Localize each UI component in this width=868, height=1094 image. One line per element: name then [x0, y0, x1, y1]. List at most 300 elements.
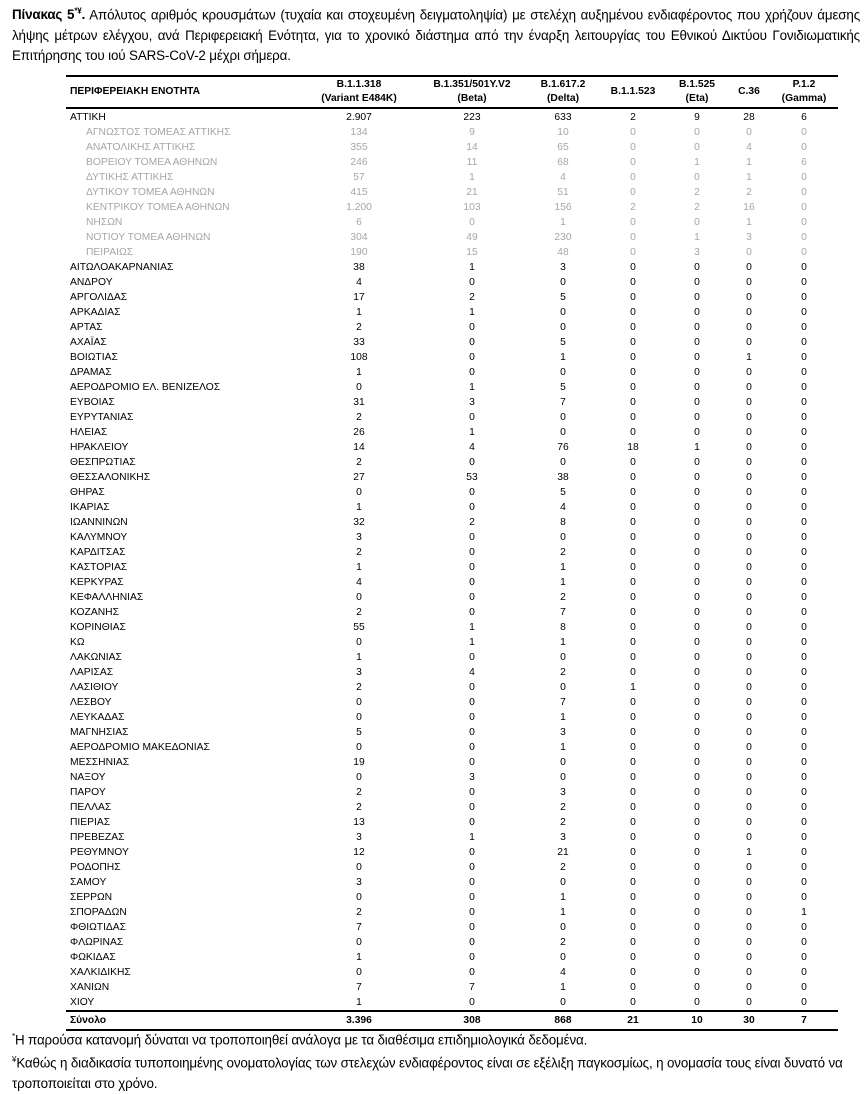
- count-cell: 18: [627, 442, 639, 453]
- count-cell: 0: [469, 697, 475, 708]
- region-name-cell: ΗΡΑΚΛΕΙΟΥ: [70, 442, 129, 453]
- count-cell: 1: [356, 367, 362, 378]
- count-cell: 0: [560, 322, 566, 333]
- region-name-cell: ΔΥΤΙΚΗΣ ΑΤΤΙΚΗΣ: [86, 172, 174, 183]
- count-cell: 0: [801, 487, 807, 498]
- count-cell: 0: [356, 742, 362, 753]
- count-cell: 0: [356, 772, 362, 783]
- count-cell: 5: [560, 337, 566, 348]
- count-cell: 0: [746, 652, 752, 663]
- count-cell: 19: [353, 757, 365, 768]
- count-cell: 10: [557, 127, 569, 138]
- table-row: [66, 410, 838, 425]
- count-cell: 0: [694, 682, 700, 693]
- count-cell: 0: [469, 757, 475, 768]
- count-cell: 4: [469, 667, 475, 678]
- footnote: [12, 1027, 862, 1050]
- count-cell: 2.907: [346, 112, 372, 123]
- count-cell: 0: [746, 952, 752, 963]
- count-cell: 17: [353, 292, 365, 303]
- count-cell: 0: [630, 622, 636, 633]
- count-cell: 8: [560, 517, 566, 528]
- table-row: [66, 320, 838, 335]
- count-cell: 0: [801, 937, 807, 948]
- count-cell: 31: [353, 397, 365, 408]
- column-header-variant: [728, 76, 770, 108]
- count-cell: 1: [469, 832, 475, 843]
- region-name-cell: ΑΝΔΡΟΥ: [70, 277, 113, 288]
- count-cell: 0: [746, 412, 752, 423]
- count-cell: 0: [630, 832, 636, 843]
- count-cell: 0: [630, 127, 636, 138]
- count-cell: 1: [356, 952, 362, 963]
- region-name-cell: ΙΩΑΝΝΙΝΩΝ: [70, 517, 128, 528]
- count-cell: 1: [469, 382, 475, 393]
- count-cell: 2: [356, 787, 362, 798]
- table-header-row: [66, 76, 838, 108]
- count-cell: 0: [469, 937, 475, 948]
- region-name-cell: ΜΑΓΝΗΣΙΑΣ: [70, 727, 129, 738]
- count-cell: 1: [356, 502, 362, 513]
- count-cell: 0: [694, 802, 700, 813]
- count-cell: 0: [630, 472, 636, 483]
- caption-text: Απόλυτος αριθμός κρουσμάτων (τυχαία και στοχευμένη δειγματοληψία) με στελέχη αυξημένου ενδιαφέροντος που χρήζουν άμεσης λήψης μέτρων ελέγχου, ανά Περιφερειακή Ενότητα, για το χρονικό διάστημα από την έναρξη λειτουργίας του Εθνικού Δικτύου Γονιδιωματικής Επιτήρησης του ιού SARS-CoV-2 μέχρι σήμερα.: [12, 7, 860, 64]
- count-cell: 223: [463, 112, 481, 123]
- count-cell: 0: [630, 427, 636, 438]
- table-row: [66, 770, 838, 785]
- count-cell: 0: [630, 637, 636, 648]
- count-cell: 0: [469, 547, 475, 558]
- count-cell: 0: [801, 202, 807, 213]
- count-cell: 0: [469, 877, 475, 888]
- count-cell: 2: [469, 517, 475, 528]
- count-cell: 2: [560, 592, 566, 603]
- count-cell: 3: [469, 772, 475, 783]
- count-cell: 1: [469, 622, 475, 633]
- count-cell: 1: [560, 637, 566, 648]
- count-cell: 0: [630, 952, 636, 963]
- count-cell: 0: [801, 382, 807, 393]
- footnote-mark: ¥: [12, 1055, 17, 1065]
- count-cell: 0: [694, 352, 700, 363]
- table-row: [66, 830, 838, 845]
- count-cell: 0: [630, 652, 636, 663]
- count-cell: 5: [560, 292, 566, 303]
- count-cell: 0: [746, 547, 752, 558]
- count-cell: 0: [630, 907, 636, 918]
- count-cell: 3: [694, 247, 700, 258]
- count-cell: 1: [560, 577, 566, 588]
- table-subrow: [66, 125, 838, 140]
- count-cell: 0: [801, 322, 807, 333]
- count-cell: 0: [801, 457, 807, 468]
- region-name-cell: ΒΟΡΕΙΟΥ ΤΟΜΕΑ ΑΘΗΝΩΝ: [86, 157, 218, 168]
- count-cell: 2: [356, 547, 362, 558]
- count-cell: 0: [469, 682, 475, 693]
- table-row: [66, 695, 838, 710]
- region-name-cell: ΧΑΛΚΙΔΙΚΗΣ: [70, 967, 131, 978]
- count-cell: 0: [469, 847, 475, 858]
- count-cell: 0: [469, 367, 475, 378]
- count-cell: 2: [560, 937, 566, 948]
- count-cell: 0: [746, 457, 752, 468]
- count-cell: 0: [356, 592, 362, 603]
- count-cell: 0: [694, 772, 700, 783]
- header-line1: B.1.1.318: [336, 79, 382, 90]
- count-cell: 0: [746, 997, 752, 1008]
- total-cell: 7: [801, 1015, 807, 1026]
- count-cell: 0: [801, 337, 807, 348]
- table-row: [66, 575, 838, 590]
- count-cell: 1: [469, 307, 475, 318]
- count-cell: 0: [630, 322, 636, 333]
- count-cell: 0: [746, 877, 752, 888]
- count-cell: 0: [694, 412, 700, 423]
- count-cell: 0: [694, 532, 700, 543]
- table-row: [66, 530, 838, 545]
- count-cell: 0: [746, 982, 752, 993]
- count-cell: 0: [356, 637, 362, 648]
- column-header-variant: [600, 76, 666, 108]
- count-cell: 1: [469, 637, 475, 648]
- count-cell: 0: [694, 472, 700, 483]
- header-line1: C.36: [738, 86, 760, 97]
- count-cell: 2: [694, 202, 700, 213]
- count-cell: 0: [746, 742, 752, 753]
- count-cell: 0: [694, 817, 700, 828]
- count-cell: 38: [557, 472, 569, 483]
- region-name-cell: ΠΑΡΟΥ: [70, 787, 106, 798]
- count-cell: 0: [746, 607, 752, 618]
- count-cell: 0: [630, 847, 636, 858]
- count-cell: 32: [353, 517, 365, 528]
- count-cell: 0: [630, 607, 636, 618]
- count-cell: 0: [694, 847, 700, 858]
- region-name-cell: ΠΕΛΛΑΣ: [70, 802, 112, 813]
- region-name-cell: ΚΕΦΑΛΛΗΝΙΑΣ: [70, 592, 144, 603]
- count-cell: 0: [801, 367, 807, 378]
- count-cell: 1: [746, 847, 752, 858]
- table-subrow: [66, 185, 838, 200]
- count-cell: 0: [469, 907, 475, 918]
- count-cell: 0: [469, 487, 475, 498]
- count-cell: 0: [630, 727, 636, 738]
- count-cell: 1: [356, 652, 362, 663]
- count-cell: 2: [356, 412, 362, 423]
- count-cell: 1: [746, 172, 752, 183]
- count-cell: 48: [557, 247, 569, 258]
- count-cell: 0: [630, 967, 636, 978]
- region-name-cell: ΧΑΝΙΩΝ: [70, 982, 110, 993]
- count-cell: 0: [694, 967, 700, 978]
- region-name-cell: ΝΑΞΟΥ: [70, 772, 106, 783]
- table-row: [66, 950, 838, 965]
- count-cell: 0: [801, 127, 807, 138]
- count-cell: 0: [746, 802, 752, 813]
- count-cell: 0: [469, 502, 475, 513]
- count-cell: 14: [466, 142, 478, 153]
- header-line1: B.1.1.523: [610, 86, 656, 97]
- region-name-cell: ΑΕΡΟΔΡΟΜΙΟ ΜΑΚΕΔΟΝΙΑΣ: [70, 742, 210, 753]
- count-cell: 0: [694, 382, 700, 393]
- count-cell: 0: [630, 892, 636, 903]
- count-cell: 0: [560, 277, 566, 288]
- count-cell: 0: [801, 697, 807, 708]
- region-name-cell: ΜΕΣΣΗΝΙΑΣ: [70, 757, 130, 768]
- table-row: [66, 965, 838, 980]
- count-cell: 0: [630, 412, 636, 423]
- count-cell: 0: [801, 802, 807, 813]
- count-cell: 0: [560, 997, 566, 1008]
- count-cell: 0: [560, 952, 566, 963]
- count-cell: 0: [746, 757, 752, 768]
- count-cell: 0: [630, 397, 636, 408]
- count-cell: 0: [694, 622, 700, 633]
- count-cell: 0: [746, 532, 752, 543]
- count-cell: 0: [560, 307, 566, 318]
- count-cell: 1: [560, 892, 566, 903]
- table-row: [66, 920, 838, 935]
- table-row: [66, 380, 838, 395]
- count-cell: 0: [801, 262, 807, 273]
- count-cell: 0: [469, 892, 475, 903]
- count-cell: 0: [746, 247, 752, 258]
- table-row: [66, 470, 838, 485]
- region-name-cell: ΚΕΡΚΥΡΑΣ: [70, 577, 124, 588]
- count-cell: 4: [560, 967, 566, 978]
- column-header-variant: [526, 76, 600, 108]
- count-cell: 0: [801, 652, 807, 663]
- count-cell: 0: [630, 517, 636, 528]
- table-row: [66, 605, 838, 620]
- table-row: [66, 515, 838, 530]
- count-cell: 1: [469, 427, 475, 438]
- count-cell: 9: [694, 112, 700, 123]
- count-cell: 0: [746, 907, 752, 918]
- count-cell: 0: [560, 877, 566, 888]
- table-row: [66, 560, 838, 575]
- region-name-cell: ΝΟΤΙΟΥ ΤΟΜΕΑ ΑΘΗΝΩΝ: [86, 232, 211, 243]
- table-row: [66, 500, 838, 515]
- caption-label: Πίνακας 5*¥.: [12, 7, 86, 23]
- count-cell: 53: [466, 472, 478, 483]
- count-cell: 14: [353, 442, 365, 453]
- count-cell: 0: [356, 937, 362, 948]
- count-cell: 0: [560, 457, 566, 468]
- count-cell: 0: [469, 322, 475, 333]
- count-cell: 0: [746, 277, 752, 288]
- count-cell: 2: [356, 607, 362, 618]
- count-cell: 0: [801, 607, 807, 618]
- table-row: [66, 365, 838, 380]
- count-cell: 0: [694, 142, 700, 153]
- count-cell: 230: [554, 232, 572, 243]
- count-cell: 0: [469, 967, 475, 978]
- column-header-variant: [770, 76, 838, 108]
- count-cell: 0: [469, 592, 475, 603]
- count-cell: 0: [694, 832, 700, 843]
- region-name-cell: ΑΡΚΑΔΙΑΣ: [70, 307, 121, 318]
- column-header-variant: [666, 76, 728, 108]
- column-header-variant: [300, 76, 418, 108]
- region-name-cell: ΡΕΘΥΜΝΟΥ: [70, 847, 129, 858]
- region-name-cell: ΡΟΔΟΠΗΣ: [70, 862, 121, 873]
- count-cell: 0: [630, 697, 636, 708]
- table-caption: [12, 2, 860, 67]
- region-name-cell: ΧΙΟΥ: [70, 997, 95, 1008]
- count-cell: 0: [801, 307, 807, 318]
- count-cell: 1: [746, 157, 752, 168]
- count-cell: 2: [560, 667, 566, 678]
- count-cell: 0: [746, 787, 752, 798]
- total-cell: 30: [743, 1015, 755, 1026]
- column-header-region: [66, 76, 300, 108]
- count-cell: 156: [554, 202, 572, 213]
- table-row: [66, 590, 838, 605]
- count-cell: 0: [630, 142, 636, 153]
- table-row: [66, 845, 838, 860]
- count-cell: 7: [356, 922, 362, 933]
- region-name-cell: ΚΕΝΤΡΙΚΟΥ ΤΟΜΕΑ ΑΘΗΝΩΝ: [86, 202, 230, 213]
- count-cell: 0: [630, 532, 636, 543]
- region-name-cell: ΠΙΕΡΙΑΣ: [70, 817, 111, 828]
- count-cell: 0: [746, 862, 752, 873]
- count-cell: 0: [746, 427, 752, 438]
- count-cell: 3: [560, 262, 566, 273]
- count-cell: 3: [746, 232, 752, 243]
- count-cell: 0: [630, 247, 636, 258]
- count-cell: 0: [801, 862, 807, 873]
- total-cell: 308: [463, 1015, 481, 1026]
- region-name-cell: ΛΑΡΙΣΑΣ: [70, 667, 114, 678]
- count-cell: 0: [746, 577, 752, 588]
- count-cell: 0: [560, 682, 566, 693]
- count-cell: 304: [350, 232, 368, 243]
- count-cell: 0: [801, 847, 807, 858]
- count-cell: 0: [630, 172, 636, 183]
- count-cell: 0: [469, 952, 475, 963]
- count-cell: 27: [353, 472, 365, 483]
- count-cell: 4: [356, 277, 362, 288]
- count-cell: 0: [801, 472, 807, 483]
- count-cell: 0: [630, 997, 636, 1008]
- count-cell: 21: [557, 847, 569, 858]
- count-cell: 103: [463, 202, 481, 213]
- count-cell: 0: [746, 832, 752, 843]
- region-name-cell: ΑΡΓΟΛΙΔΑΣ: [70, 292, 128, 303]
- count-cell: 0: [694, 517, 700, 528]
- count-cell: 0: [694, 787, 700, 798]
- count-cell: 0: [630, 817, 636, 828]
- count-cell: 0: [801, 592, 807, 603]
- count-cell: 0: [560, 652, 566, 663]
- count-cell: 1: [560, 217, 566, 228]
- count-cell: 0: [469, 217, 475, 228]
- count-cell: 1: [356, 562, 362, 573]
- count-cell: 68: [557, 157, 569, 168]
- count-cell: 0: [801, 742, 807, 753]
- total-label: Σύνολο: [70, 1015, 107, 1026]
- count-cell: 0: [694, 307, 700, 318]
- count-cell: 0: [746, 487, 752, 498]
- table-row: [66, 440, 838, 455]
- table-row: [66, 350, 838, 365]
- count-cell: 0: [746, 472, 752, 483]
- table-row: [66, 935, 838, 950]
- count-cell: 0: [801, 667, 807, 678]
- count-cell: 0: [694, 172, 700, 183]
- table-row: [66, 755, 838, 770]
- count-cell: 0: [801, 172, 807, 183]
- footnote-text: Καθώς η διαδικασία τυποποιημένης ονοματολογίας των στελεχών ενδιαφέροντος είναι σε εξέλιξη παγκοσμίως, η ονομασία τους είναι δυνατό να τροποποιείται στο χρόνο.: [12, 1055, 843, 1091]
- header-line2: (Delta): [546, 93, 580, 104]
- table-row: [66, 455, 838, 470]
- count-cell: 0: [694, 982, 700, 993]
- count-cell: 1: [560, 352, 566, 363]
- count-cell: 12: [353, 847, 365, 858]
- count-cell: 0: [801, 232, 807, 243]
- header-line2: (Gamma): [781, 93, 827, 104]
- count-cell: 0: [630, 577, 636, 588]
- count-cell: 3: [356, 832, 362, 843]
- count-cell: 3: [356, 877, 362, 888]
- count-cell: 26: [353, 427, 365, 438]
- count-cell: 0: [694, 127, 700, 138]
- count-cell: 0: [801, 787, 807, 798]
- count-cell: 2: [746, 187, 752, 198]
- count-cell: 0: [630, 862, 636, 873]
- header-line1: P.1.2: [792, 79, 816, 90]
- count-cell: 15: [466, 247, 478, 258]
- header-line2: (Beta): [457, 93, 487, 104]
- region-name-cell: ΚΩ: [70, 637, 85, 648]
- count-cell: 0: [801, 997, 807, 1008]
- count-cell: 1: [746, 217, 752, 228]
- count-cell: 21: [466, 187, 478, 198]
- count-cell: 6: [801, 157, 807, 168]
- count-cell: 2: [356, 682, 362, 693]
- count-cell: 0: [356, 967, 362, 978]
- region-name-cell: ΙΚΑΡΙΑΣ: [70, 502, 110, 513]
- count-cell: 1: [356, 307, 362, 318]
- count-cell: 0: [694, 487, 700, 498]
- count-cell: 0: [694, 367, 700, 378]
- table-row: [66, 260, 838, 275]
- table-row: [66, 815, 838, 830]
- count-cell: 0: [356, 697, 362, 708]
- count-cell: 2: [694, 187, 700, 198]
- count-cell: 0: [469, 412, 475, 423]
- count-cell: 0: [746, 502, 752, 513]
- count-cell: 0: [630, 157, 636, 168]
- region-name-cell: ΚΑΣΤΟΡΙΑΣ: [70, 562, 128, 573]
- count-cell: 0: [630, 937, 636, 948]
- count-cell: 3: [469, 397, 475, 408]
- count-cell: 7: [560, 397, 566, 408]
- count-cell: 0: [801, 292, 807, 303]
- count-cell: 0: [746, 937, 752, 948]
- count-cell: 0: [694, 592, 700, 603]
- count-cell: 0: [469, 352, 475, 363]
- region-name-cell: ΛΑΚΩΝΙΑΣ: [70, 652, 122, 663]
- table-row: [66, 800, 838, 815]
- count-cell: 415: [350, 187, 368, 198]
- count-cell: 0: [801, 562, 807, 573]
- count-cell: 0: [801, 832, 807, 843]
- count-cell: 0: [801, 817, 807, 828]
- count-cell: 0: [746, 592, 752, 603]
- region-name-cell: ΣΠΟΡΑΔΩΝ: [70, 907, 127, 918]
